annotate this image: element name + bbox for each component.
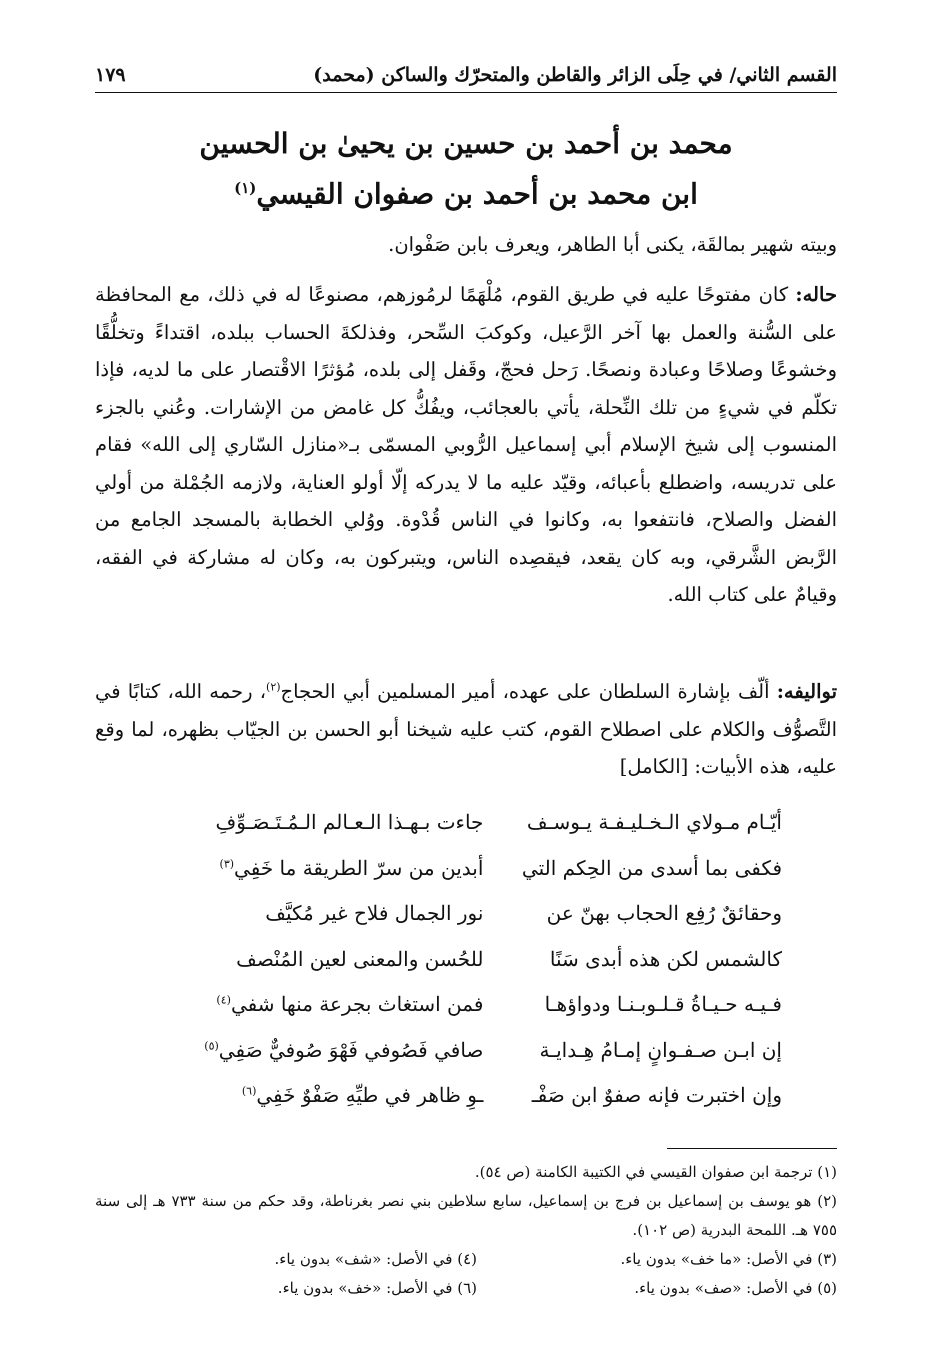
footnote-divider [667, 1148, 837, 1149]
verse-first-half: أيّـام مـولاي الـخـليـفـة يـوسـف [526, 810, 782, 834]
title-line-2 [95, 166, 837, 216]
verse-second-half [95, 937, 483, 983]
verse-second-half [95, 846, 483, 892]
verse-first-half: فـيـه حـيـاةُ قـلـوبـنـا ودواؤهـا [544, 992, 782, 1016]
verse-second-half [95, 982, 483, 1028]
verse-first-half: فكفى بما أسدى من الحِكم التي [521, 855, 782, 880]
verse-second-half-text: للحُسن والمعنى لعين المُنْصف [236, 946, 484, 971]
poem-verse [95, 982, 837, 1028]
footnote-row [95, 1274, 837, 1303]
footnote-5: (٥) في الأصل: «صف» بدون ياء. [634, 1279, 837, 1297]
running-title: القسم الثاني/ في حِلَى الزائر والقاطن والمتحرّك والساكن (محمد) [313, 64, 837, 86]
verse-second-half-text: ـوِ ظاهر في طيِّهِ صَفْوٌ خَفِي [256, 1083, 484, 1107]
paragraph-works-heading: تواليفه: [776, 680, 837, 703]
verse-footnote-mark: (٣) [219, 856, 235, 870]
footnotes [95, 1158, 837, 1303]
footnote-mark-2: (٢) [266, 680, 281, 694]
verse-second-half-text: أبدين من سرّ الطريقة ما خَفِي [234, 855, 484, 880]
poem-verse [95, 846, 837, 892]
entry-title [95, 122, 837, 216]
paragraph-works-text-b: ، رحمه الله، كتابًا في التَّصوُّف والكلام على اصطلاح القوم، كتب عليه شيخنا أبو الحسن بن الجيّاب بظهره، لما وقع عليه، هذه الأبيات: [الكامل] [95, 680, 837, 778]
poem-verse [95, 937, 837, 983]
poem-verse [95, 1073, 837, 1119]
verse-second-half [95, 1073, 483, 1119]
paragraph-condition-text: كان مفتوحًا عليه في طريق القوم، مُلْهَمًا لرمُوزهم، مصنوعًا له في ذلك، مع المحافظة على السُّنة والعمل بها آخر الرَّعيل، وكوكبَ السِّحر، وفذلكةَ الحساب ببلده، اقتداءً وتخلُّقًا وخشوعًا وصلاحًا وعبادة ونصحًا. رَحل فحجّ، وقَفل إلى بلده، مُؤثرًا الاقْتصار على ما لديه، فإذا تكلّم في شيءٍ من تلك النِّحلة، يأتي بالعجائب، ويفُكُّ كل غامض من الإشارات. وعُني بالجزء المنسوب إلى شيخ الإسلام أبي إسماعيل الرُّوبي المسمّى بـ«منازل السّاري إلى الله» فقام على تدريسه، واضطلع بأعبائه، وقيّد عليه ما لا يدركه إلّا أولو العناية، ولازمه الجُمْلة من أولي الفضل والصلاح، فانتفعوا به، وكانوا في الناس قُدْوة. ووُلي الخطابة بالمسجد الجامع من الرَّبض الشَّرقي، وبه كان يقعد، فيقصِده الناس، ويتبركون به، وكان له مشاركة في الفقه، وقيامٌ على كتاب الله. [95, 283, 837, 606]
verse-second-half-text: فمن استغاث بجرعة منها شفي [230, 992, 484, 1016]
page-header [95, 58, 837, 93]
footnote-6: (٦) في الأصل: «خف» بدون ياء. [277, 1279, 477, 1297]
title-line-2-text: ابن محمد بن أحمد بن صفوان القيسي [256, 177, 698, 211]
verse-second-half [95, 1028, 483, 1074]
title-line-1: محمد بن أحمد بن حسين بن يحيىٰ بن الحسين [199, 127, 733, 160]
verse-second-half [95, 891, 483, 937]
footnote-3: (٣) في الأصل: «ما خف» بدون ياء. [620, 1250, 837, 1268]
poem [95, 800, 837, 1119]
verse-first-half: إن ابـن صـفـوانٍ إمـامُ هِـدايـة [539, 1037, 782, 1062]
footnote-4: (٤) في الأصل: «شف» بدون ياء. [274, 1250, 477, 1268]
title-footnote-mark: (١) [234, 179, 257, 197]
footnote-1: (١) ترجمة ابن صفوان القيسي في الكتيبة الكامنة (ص ٥٤). [474, 1163, 837, 1181]
paragraph-works-text-a: ألّف بإشارة السلطان على عهده، أمير المسلمين أبي الحجاج [280, 680, 777, 703]
intro-line: وبيته شهير بمالقَة، يكنى أبا الطاهر، ويعرف بابن صَفْوان. [388, 233, 837, 256]
paragraph-works [95, 673, 837, 786]
footnote-2: (٢) هو يوسف بن إسماعيل بن فرج بن إسماعيل، سابع سلاطين بني نصر بغرناطة، وقد حكم من سنة ٧٣٣ هـ إلى سنة ٧٥٥ هـ. اللمحة البدرية (ص ١٠٢). [95, 1192, 837, 1239]
paragraph-condition-heading: حاله: [795, 283, 837, 306]
footnote-row [95, 1245, 837, 1274]
verse-second-half-text: جاءت بـهـذا الـعـالم الـمُـتَـصَـوِّفِ [215, 810, 484, 834]
verse-footnote-mark: (٦) [241, 1084, 257, 1098]
page-number: ١٧٩ [95, 64, 126, 86]
verse-second-half [95, 800, 483, 846]
poem-verse [95, 1028, 837, 1074]
verse-footnote-mark: (٤) [216, 993, 231, 1007]
poem-verse [95, 891, 837, 937]
verse-first-half: كالشمس لكن هذه أبدى سَنًا [549, 946, 782, 971]
paragraph-condition [95, 276, 837, 614]
poem-verse [95, 800, 837, 846]
verse-second-half-text: صافي فَصُوفي فَهْوَ صُوفيٌّ صَفِي [218, 1037, 484, 1062]
verse-first-half: وإن اختبرت فإنه صفوٌ ابن صَفْـ [531, 1083, 782, 1107]
verse-first-half: وحقائقٌ رُفِع الحجاب بهنّ عن [546, 901, 782, 925]
verse-footnote-mark: (٥) [204, 1038, 219, 1052]
verse-second-half-text: نور الجمال فلاح غير مُكيَّف [265, 901, 484, 925]
